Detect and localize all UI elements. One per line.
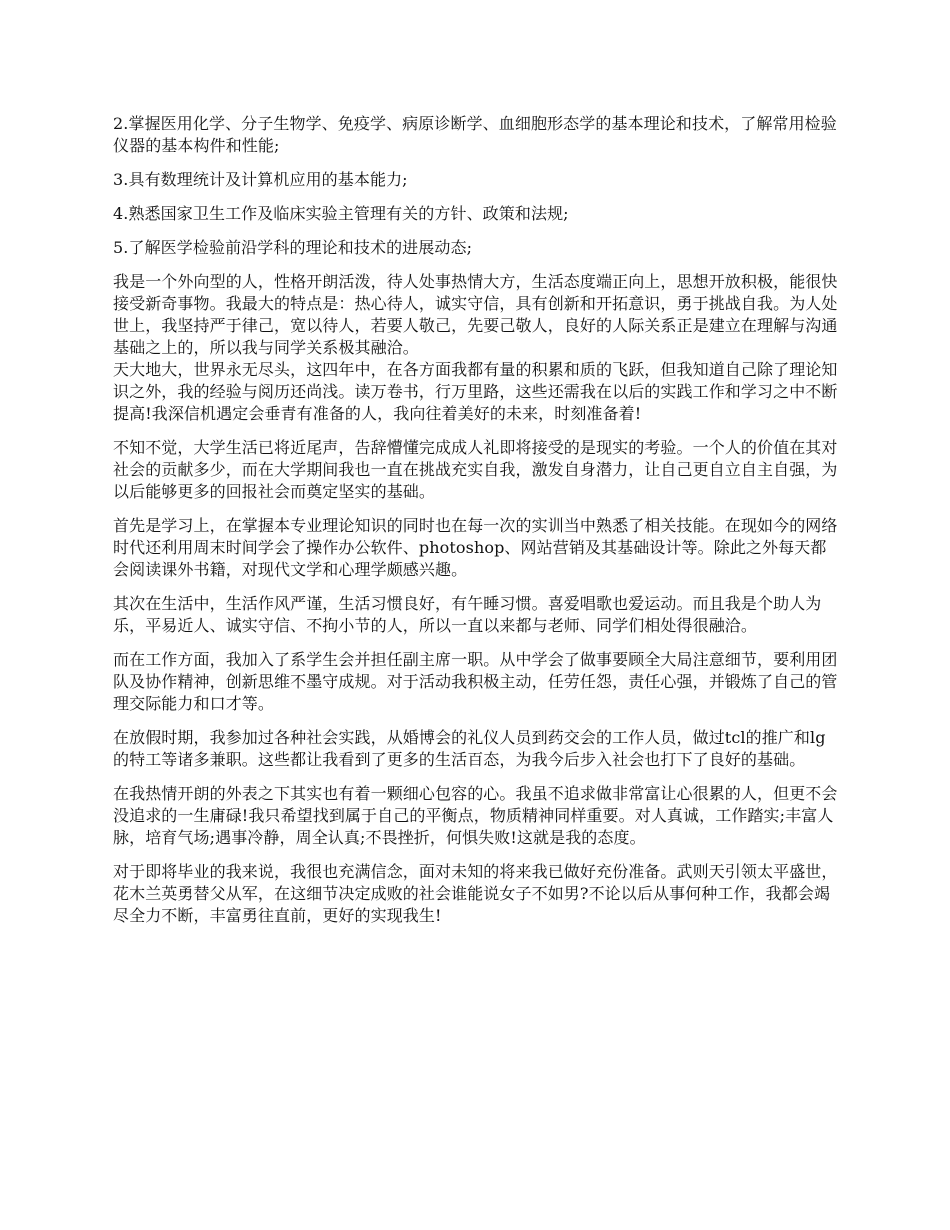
paragraph-item-4: 4.熟悉国家卫生工作及临床实验主管理有关的方针、政策和法规; bbox=[113, 204, 569, 223]
paragraph-work: 而在工作方面，我加入了系学生会并担任副主席一职。从中学会了做事要顾全大局注意细节，要利用团队及协作精神，创新思维不墨守成规。对于活动我积极主动，任劳任怨，责任心强，并锻炼了自己的管理交际能力和口才等。 bbox=[113, 650, 838, 713]
paragraph-personality: 我是一个外向型的人，性格开朗活泼，待人处事热情大方，生活态度端正向上，思想开放积极，能很快接受新奇事物。我最大的特点是：热心待人，诚实守信，具有创新和开拓意识，勇于挑战自我。为人处世上，我坚持严于律己，宽以待人，若要人敬己，先要己敬人，良好的人际关系正是建立在理解与沟通基础之上的，所以我与同学关系极其融洽。 bbox=[113, 272, 838, 357]
paragraph-aspiration: 天大地大，世界永无尽头，这四年中，在各方面我都有量的积累和质的飞跃，但我知道自己除了理论知识之外，我的经验与阅历还尚浅。读万卷书，行万里路，这些还需我在以后的实践工作和学习之中不断提高!我深信机遇定会垂青有准备的人，我向往着美好的未来，时刻准备着! bbox=[113, 360, 838, 423]
paragraph-graduation: 不知不觉，大学生活已将近尾声，告辞懵懂完成成人礼即将接受的是现实的考验。一个人的价值在其对社会的贡献多少，而在大学期间我也一直在挑战充实自我，激发自身潜力，让自己更自立自主自强，为以后能够更多的回报社会而奠定坚实的基础。 bbox=[113, 438, 838, 501]
paragraph-item-3: 3.具有数理统计及计算机应用的基本能力; bbox=[113, 170, 408, 189]
paragraph-practice: 在放假时期，我参加过各种社会实践，从婚博会的礼仪人员到药交会的工作人员，做过tcl的推广和lg的特工等诸多兼职。这些都让我看到了更多的生活百态，为我今后步入社会也打下了良好的基础。 bbox=[113, 728, 826, 769]
paragraph-item-5: 5.了解医学检验前沿学科的理论和技术的进展动态; bbox=[113, 238, 473, 257]
document-body bbox=[113, 113, 840, 939]
paragraph-study: 首先是学习上，在掌握本专业理论知识的同时也在每一次的实训当中熟悉了相关技能。在现如今的网络时代还利用周末时间学会了操作办公软件、photoshop、网站营销及其基础设计等。除此之外每天都会阅读课外书籍，对现代文学和心理学颇感兴趣。 bbox=[113, 516, 838, 579]
paragraph-conclusion: 对于即将毕业的我来说，我很也充满信念，面对未知的将来我已做好充份准备。武则天引领太平盛世，花木兰英勇替父从军，在这细节决定成败的社会谁能说女子不如男?不论以后从事何种工作，我都会竭尽全力不断，丰富勇往直前，更好的实现我生! bbox=[113, 862, 838, 925]
paragraph-life: 其次在生活中，生活作风严谨，生活习惯良好，有午睡习惯。喜爱唱歌也爱运动。而且我是个助人为乐，平易近人、诚实守信、不拘小节的人，所以一直以来都与老师、同学们相处得很融洽。 bbox=[113, 594, 822, 635]
paragraph-attitude: 在我热情开朗的外表之下其实也有着一颗细心包容的心。我虽不追求做非常富让心很累的人，但更不会没追求的一生庸碌!我只希望找到属于自己的平衡点，物质精神同样重要。对人真诚，工作踏实;丰富人脉，培育气场;遇事冷静，周全认真;不畏挫折，何惧失败!这就是我的态度。 bbox=[113, 784, 838, 847]
paragraph-item-2: 2.掌握医用化学、分子生物学、免疫学、病原诊断学、血细胞形态学的基本理论和技术，了解常用检验仪器的基本构件和性能; bbox=[113, 114, 837, 155]
